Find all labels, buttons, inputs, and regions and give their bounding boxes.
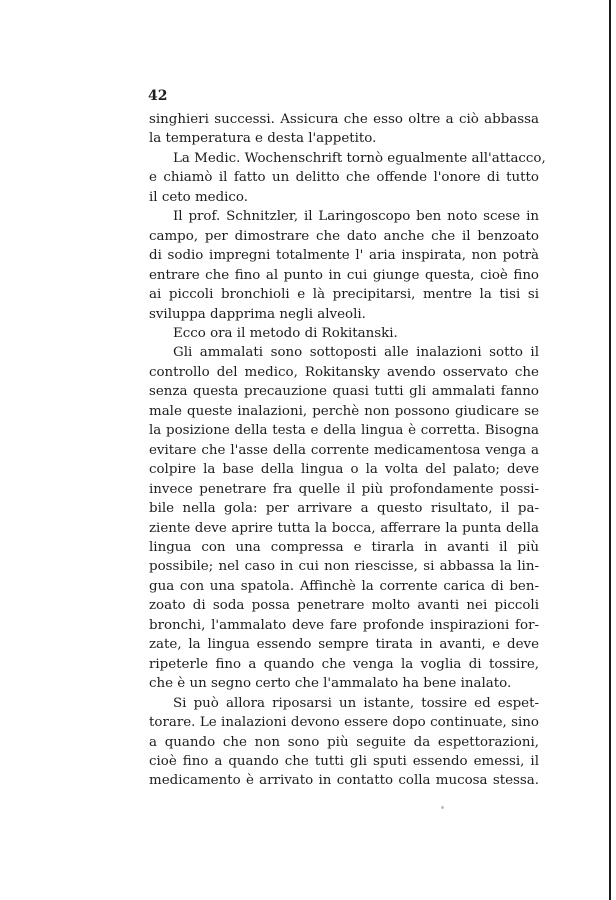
text-line: invece penetrare fra quelle il più profondamente possi- xyxy=(149,481,539,497)
text-line: la temperatura e desta l'appetito. xyxy=(149,131,377,147)
body-text xyxy=(149,110,546,791)
text-line: colpire la base della lingua o la volta del palato; deve xyxy=(149,462,539,478)
text-line: Si può allora riposarsi un istante, tossire ed espet- xyxy=(173,695,539,711)
text-line: evitare che l'asse della corrente medicamentosa venga a xyxy=(149,442,539,458)
text-line: bronchi, l'ammalato deve fare profonde inspirazioni for- xyxy=(149,617,539,633)
text-line: senza questa precauzione quasi tutti gli ammalati fanno xyxy=(149,384,539,400)
text-line: a quando che non sono più seguite da espettorazioni, xyxy=(149,734,539,750)
text-line: gua con una spatola. Affinchè la corrente carica di ben- xyxy=(149,578,539,594)
text-line: ziente deve aprire tutta la bocca, afferrare la punta della xyxy=(149,520,539,536)
text-line: torare. Le inalazioni devono essere dopo continuate, sino xyxy=(149,715,539,731)
text-line: zoato di soda possa penetrare molto avanti nei piccoli xyxy=(149,598,539,614)
text-line: ripeterle fino a quando che venga la voglia di tossire, xyxy=(149,656,539,672)
text-line: campo, per dimostrare che dato anche che il benzoato xyxy=(149,228,539,244)
text-line: possibile; nel caso in cui non riescisse, si abbassa la lin- xyxy=(149,559,539,575)
text-line: che è un segno certo che l'ammalato ha bene inalato. xyxy=(149,676,512,692)
text-line: entrare che fino al punto in cui giunge questa, cioè fino xyxy=(149,267,539,283)
text-line: zate, la lingua essendo sempre tirata in avanti, e deve xyxy=(149,637,539,653)
text-line: cioè fino a quando che tutti gli sputi essendo emessi, il xyxy=(149,753,539,769)
text-line: la posizione della testa e della lingua è corretta. Bisogna xyxy=(149,423,539,439)
text-line: male queste inalazioni, perchè non possono giudicare se xyxy=(149,403,539,419)
text-line: Ecco ora il metodo di Rokitanski. xyxy=(173,325,398,341)
text-line: ai piccoli bronchioli e là precipitarsi, mentre la tisi si xyxy=(149,287,539,303)
text-line: sviluppa dapprima negli alveoli. xyxy=(149,306,366,322)
text-line: Il prof. Schnitzler, il Laringoscopo ben noto scese in xyxy=(173,209,539,225)
text-line: il ceto medico. xyxy=(149,189,249,205)
text-line: medicamento è arrivato in contatto colla mucosa stessa. xyxy=(149,773,539,789)
page-edge-rule xyxy=(609,0,611,900)
text-line: bile nella gola: per arrivare a questo risultato, il pa- xyxy=(149,501,539,517)
text-line: singhieri successi. Assicura che esso oltre a ciò abbassa xyxy=(149,112,539,127)
page-number: 42 xyxy=(148,88,168,104)
ink-speck xyxy=(441,806,444,809)
text-line: e chiamò il fatto un delitto che offende l'onore di tutto xyxy=(149,170,539,186)
text-line: lingua con una compressa e tirarla in avanti il più xyxy=(149,539,539,555)
text-line: di sodio impregni totalmente l' aria inspirata, non potrà xyxy=(149,248,539,264)
text-line: Gli ammalati sono sottoposti alle inalazioni sotto il xyxy=(173,345,539,361)
text-line: La Medic. Wochenschrift tornò egualmente all'attacco, xyxy=(173,150,546,166)
text-line: controllo del medico, Rokitansky avendo osservato che xyxy=(149,364,539,380)
